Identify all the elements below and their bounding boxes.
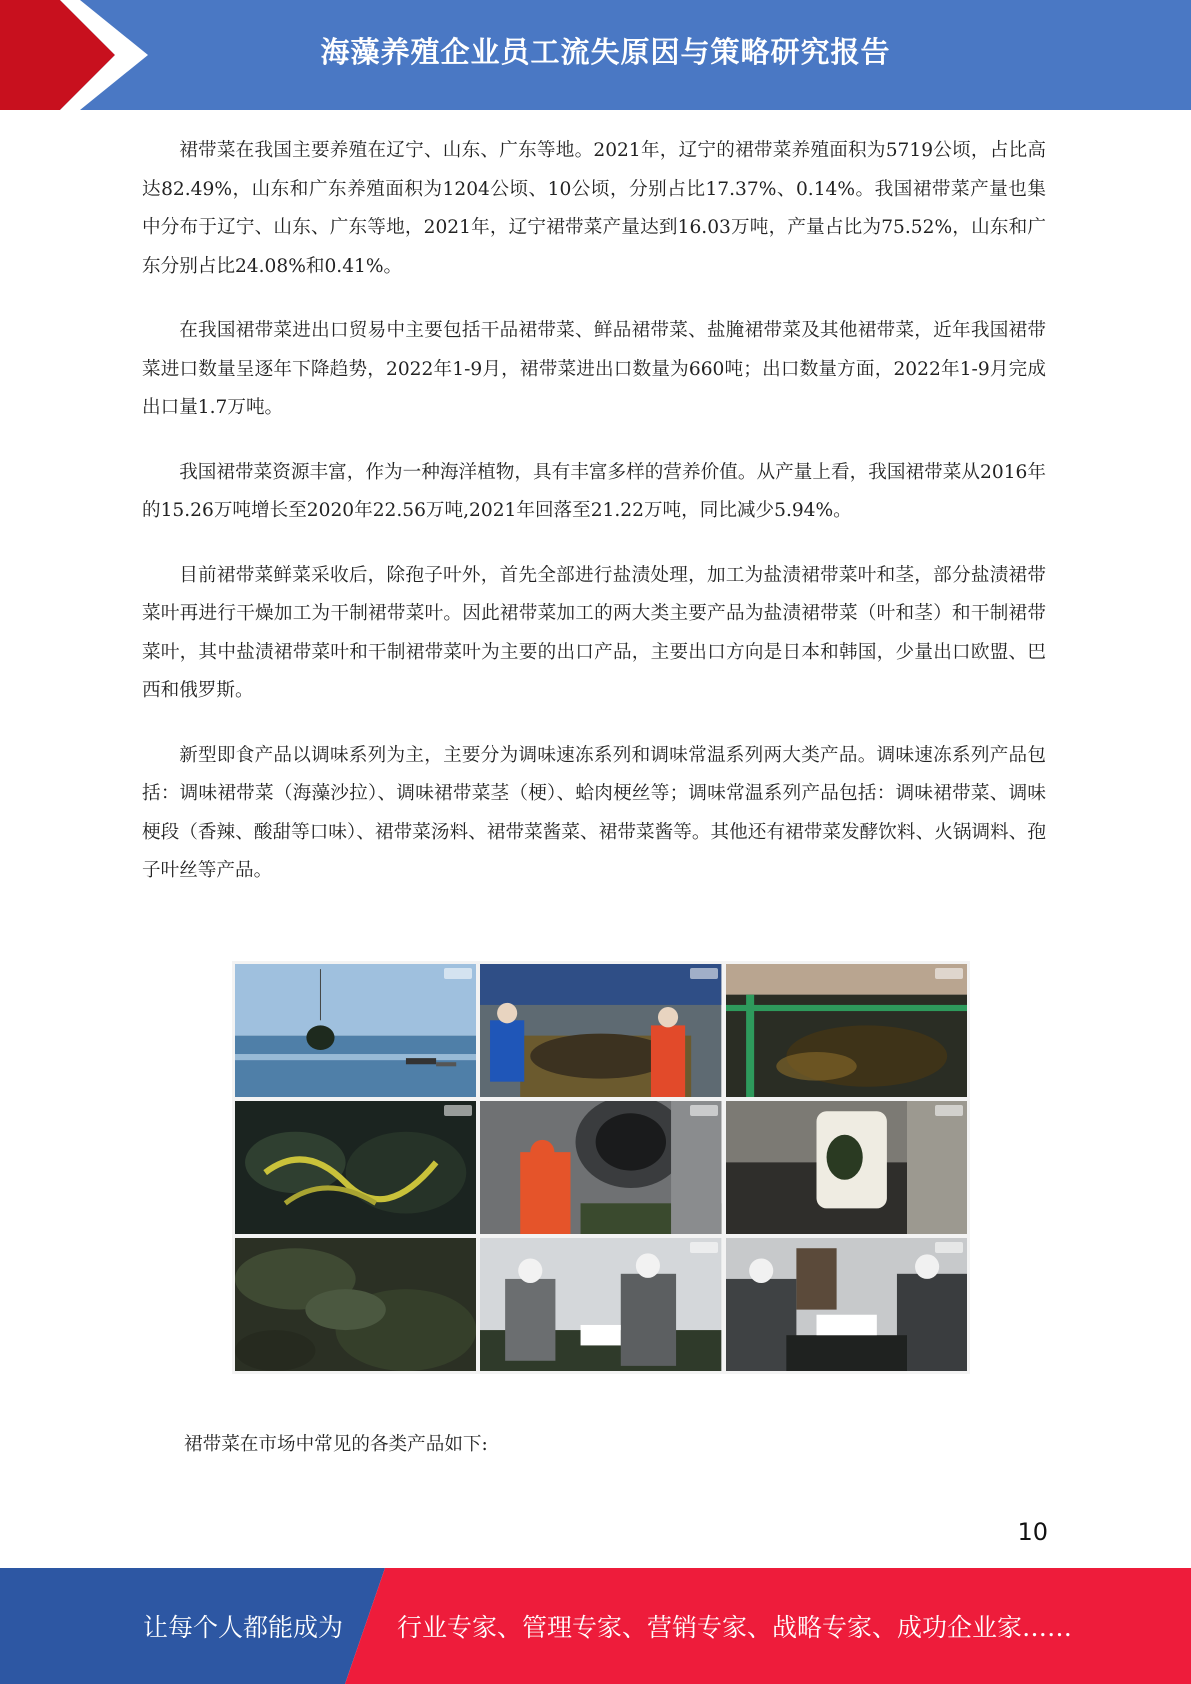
- product-list-caption: 裙带菜在市场中常见的各类产品如下:: [184, 1434, 488, 1455]
- watermark-icon: [935, 968, 963, 979]
- photo-green-conveyor: [726, 964, 967, 1097]
- photo-workers-sorting: [480, 964, 721, 1097]
- photo-collage: [232, 961, 970, 1374]
- photo-seaweed-closeup: [235, 1101, 476, 1234]
- watermark-icon: [935, 1242, 963, 1253]
- photo-workers-masked: [480, 1238, 721, 1371]
- watermark-icon: [690, 1105, 718, 1116]
- photo-drum-machine: [480, 1101, 721, 1234]
- page-number: 10: [1017, 1518, 1048, 1546]
- footer-slogan-left: 让每个人都能成为: [143, 1613, 344, 1642]
- photo-bulk-bag: [726, 1101, 967, 1234]
- watermark-icon: [444, 968, 472, 979]
- paragraph: 裙带菜在我国主要养殖在辽宁、山东、广东等地。2021年，辽宁的裙带菜养殖面积为5719公顷，占比高达82.49%，山东和广东养殖面积为1204公顷、10公顷，分别占比17.37%、0.14%。我国裙带菜产量也集中分布于辽宁、山东、广东等地，2021年，辽宁裙带菜产量达到16.03万吨，产量占比为75.52%，山东和广东分别占比24.08%和0.41%。: [142, 140, 1046, 277]
- header-arrow-decoration: [0, 0, 160, 110]
- paragraph: 新型即食产品以调味系列为主，主要分为调味速冻系列和调味常温系列两大类产品。调味速冻系列产品包括：调味裙带菜（海藻沙拉）、调味裙带菜茎（梗）、蛤肉梗丝等；调味常温系列产品包括：调味裙带菜、调味梗段（香辣、酸甜等口味）、裙带菜汤料、裙带菜酱菜、裙带菜酱等。其他还有裙带菜发酵饮料、火锅调料、孢子叶丝等产品。: [142, 744, 1046, 881]
- watermark-icon: [935, 1105, 963, 1116]
- watermark-icon: [444, 1105, 472, 1116]
- page-footer: [0, 1568, 1191, 1684]
- footer-slogan-right: 行业专家、管理专家、营销专家、战略专家、成功企业家……: [397, 1613, 1073, 1642]
- page-header: [0, 0, 1191, 110]
- paragraph: 我国裙带菜资源丰富，作为一种海洋植物，具有丰富多样的营养价值。从产量上看，我国裙带菜从2016年的15.26万吨增长至2020年22.56万吨,2021年回落至21.22万吨，同比减少5.94%。: [142, 461, 1046, 521]
- watermark-icon: [690, 1242, 718, 1253]
- photo-packing-line: [726, 1238, 967, 1371]
- watermark-icon: [690, 968, 718, 979]
- report-title: 海藻养殖企业员工流失原因与策略研究报告: [320, 34, 891, 69]
- paragraph: 目前裙带菜鲜菜采收后，除孢子叶外，首先全部进行盐渍处理，加工为盐渍裙带菜叶和茎，部分盐渍裙带菜叶再进行干燥加工为干制裙带菜叶。因此裙带菜加工的两大类主要产品为盐渍裙带菜（叶和茎）和干制裙带菜叶，其中盐渍裙带菜叶和干制裙带菜叶为主要的出口产品，主要出口方向是日本和韩国，少量出口欧盟、巴西和俄罗斯。: [142, 564, 1046, 701]
- paragraph: 在我国裙带菜进出口贸易中主要包括干品裙带菜、鲜品裙带菜、盐腌裙带菜及其他裙带菜，近年我国裙带菜进口数量呈逐年下降趋势，2022年1-9月，裙带菜进出口数量为660吨；出口数量方面，2022年1-9月完成出口量1.7万吨。: [142, 320, 1046, 418]
- photo-sea-harvest: [235, 964, 476, 1097]
- body-content: [142, 132, 1046, 917]
- photo-salted-seaweed: [235, 1238, 476, 1371]
